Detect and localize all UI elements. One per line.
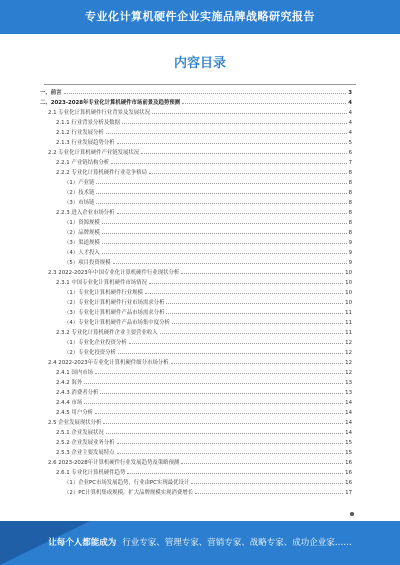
toc-entry[interactable]	[40, 216, 352, 226]
toc-entry-page: 9	[348, 240, 352, 246]
toc-entry-page: 9	[348, 250, 352, 256]
toc-title: 内容目录	[173, 56, 226, 71]
toc-entry-label: 2.2.2 专业化计算机硬件行业竞争格局	[56, 170, 147, 176]
toc-entry-label: 2.4.3 消费者分析	[56, 390, 99, 396]
toc-entry-label: 2.3 2022-2023年中国专业化计算机硬件行业现状分析	[48, 270, 180, 276]
toc-entry[interactable]	[40, 86, 352, 96]
toc-entry-page: 12	[345, 360, 352, 366]
toc-entry-page: 8	[348, 200, 352, 206]
toc-entry[interactable]	[40, 326, 352, 336]
toc-entry-page: 14	[345, 410, 352, 416]
toc-entry-label: （1）专业化企业投资分析	[64, 340, 127, 346]
toc-entry-label: 2.4.2 海外	[56, 380, 83, 386]
toc-leader-dots	[171, 363, 344, 364]
toc-leader-dots	[118, 353, 343, 354]
toc-entry-label: 2.4 2022-2023年专业化计算机硬件细分市场分析	[48, 360, 169, 366]
toc-leader-dots	[100, 393, 343, 394]
toc-leader-dots	[95, 373, 343, 374]
toc-entry-label: （2）技术链	[64, 190, 95, 196]
toc-leader-dots	[102, 253, 347, 254]
toc-entry[interactable]	[40, 246, 352, 256]
toc-leader-dots	[117, 213, 347, 214]
toc-leader-dots	[102, 233, 347, 234]
toc-leader-dots	[106, 433, 343, 434]
toc-leader-dots	[127, 473, 343, 474]
toc-entry[interactable]	[40, 186, 352, 196]
report-title: 专业化计算机硬件企业实施品牌战略研究报告	[85, 10, 315, 23]
toc-leader-dots	[195, 493, 343, 494]
toc-leader-dots	[102, 223, 347, 224]
toc-entry-label: 二、2023-2028年专业化计算机硬件市场前景及趋势预测	[40, 100, 181, 106]
toc-leader-dots	[84, 383, 343, 384]
toc-entry-page: 13	[345, 390, 352, 396]
toc-entry[interactable]	[40, 386, 352, 396]
toc-entry-label: 2.5.3 企业主要发展特点	[56, 450, 115, 456]
toc-leader-dots	[96, 193, 346, 194]
toc-entry[interactable]	[40, 466, 352, 476]
toc-leader-dots	[182, 103, 346, 104]
toc-entry-page: 17	[345, 490, 352, 496]
toc-entry-label: 2.4.5 用户分析	[56, 410, 93, 416]
toc-entry-label: 2.2.1 产业链结构分析	[56, 160, 110, 166]
toc-entry-page: 8	[348, 230, 352, 236]
toc-leader-dots	[129, 343, 343, 344]
toc-entry[interactable]	[40, 456, 352, 466]
toc-entry[interactable]	[40, 256, 352, 266]
toc-entry-label: （4）人才投入	[64, 250, 100, 256]
toc-entry[interactable]	[40, 266, 352, 276]
toc-entry-label: 2.1 专业化计算机硬件行业背景及发展状况	[48, 110, 150, 116]
footer-banner	[0, 521, 400, 565]
toc-entry-page: 10	[345, 280, 352, 286]
toc-entry-page: 4	[348, 130, 352, 136]
toc-entry[interactable]	[40, 416, 352, 426]
toc-leader-dots	[181, 273, 343, 274]
toc-entry[interactable]	[40, 396, 352, 406]
toc-leader-dots	[166, 313, 343, 314]
toc-entry[interactable]	[40, 286, 352, 296]
toc-leader-dots	[95, 413, 343, 414]
toc-entry-page: 8	[348, 190, 352, 196]
toc-entry-page: 14	[345, 430, 352, 436]
toc-leader-dots	[96, 183, 346, 184]
toc-entry-page: 16	[345, 480, 352, 486]
toc-entry-label: 2.2.3 进入企业市场分析	[56, 210, 115, 216]
toc-entry-page: 11	[345, 310, 352, 316]
toc-entry-page: 10	[345, 270, 352, 276]
toc-entry-label: 2.2 专业化计算机硬件产业链发展状况	[48, 150, 140, 156]
toc-entry-label: （2）专业化投资分析	[64, 350, 116, 356]
toc-entry[interactable]	[40, 126, 352, 136]
toc-entry-page: 13	[345, 380, 352, 386]
toc-entry-page: 4	[348, 100, 352, 106]
toc-entry-page: 14	[345, 420, 352, 426]
toc-entry[interactable]	[40, 106, 352, 116]
toc-leader-dots	[64, 93, 347, 94]
toc-entry[interactable]	[40, 486, 352, 496]
toc-entry-page: 14	[345, 400, 352, 406]
toc-entry-page: 12	[345, 350, 352, 356]
toc-entry[interactable]	[40, 276, 352, 286]
toc-entry-label: 2.1.1 行业背景分析及数据	[56, 120, 120, 126]
toc-leader-dots	[117, 443, 344, 444]
toc-leader-dots	[152, 113, 347, 114]
toc-entry-label: 2.1.2 行业发展分析	[56, 130, 104, 136]
toc-entry-label: 2.5 企业发展现状分析	[48, 420, 102, 426]
toc-entry-page: 10	[345, 300, 352, 306]
toc-entry-label: （2）PC计算机集成规模，扩大品牌规模实现消费增长	[64, 490, 194, 496]
toc-entry-page: 15	[345, 450, 352, 456]
toc-entry-label: （3）渠道规模	[64, 240, 100, 246]
toc-leader-dots	[149, 173, 347, 174]
table-of-contents	[40, 86, 352, 496]
toc-leader-dots	[102, 243, 347, 244]
toc-leader-dots	[122, 123, 347, 124]
toc-leader-dots	[96, 203, 346, 204]
toc-entry-label: （1）企业PC市场发展趋势，行业由PC实现最优设计	[64, 480, 190, 486]
toc-entry[interactable]	[40, 446, 352, 456]
toc-leader-dots	[166, 303, 343, 304]
toc-entry[interactable]	[40, 206, 352, 216]
toc-entry-label: 2.3.1 中国专业化计算机硬件市场情况	[56, 280, 147, 286]
toc-entry-page: 16	[345, 460, 352, 466]
toc-entry-page: 8	[348, 170, 352, 176]
toc-entry-page: 11	[345, 320, 352, 326]
toc-entry[interactable]	[40, 146, 352, 156]
toc-entry-label: 2.3.2 专业化计算机硬件企业主要营业收入	[56, 330, 158, 336]
toc-leader-dots	[149, 283, 343, 284]
toc-entry-label: （3）市场链	[64, 200, 95, 206]
toc-entry-page: 10	[345, 290, 352, 296]
toc-entry-label: （2）专业化计算机硬件行业市场需求分析	[64, 300, 165, 306]
toc-entry[interactable]	[40, 296, 352, 306]
toc-entry-page: 8	[348, 180, 352, 186]
toc-divider	[44, 84, 356, 85]
toc-entry-label: （5）项目投资规模	[64, 260, 111, 266]
toc-leader-dots	[84, 403, 343, 404]
toc-entry[interactable]	[40, 236, 352, 246]
toc-leader-dots	[117, 143, 347, 144]
toc-leader-dots	[181, 463, 343, 464]
toc-entry-label: 2.5.1 企业发展状况	[56, 430, 104, 436]
footer-slogan-lead: 让每个人都能成为	[48, 538, 117, 548]
toc-leader-dots	[103, 423, 343, 424]
toc-entry-page: 9	[348, 260, 352, 266]
toc-entry[interactable]	[40, 476, 352, 486]
toc-leader-dots	[172, 323, 343, 324]
toc-entry-label: 2.4.4 市场	[56, 400, 83, 406]
toc-leader-dots	[145, 293, 343, 294]
toc-entry-page: 6	[348, 150, 352, 156]
toc-entry[interactable]	[40, 116, 352, 126]
toc-entry-page: 5	[348, 140, 352, 146]
toc-entry-label: 2.1.3 行业发展趋势分析	[56, 140, 115, 146]
toc-entry[interactable]	[40, 356, 352, 366]
toc-entry-page: 4	[348, 120, 352, 126]
toc-entry[interactable]	[40, 176, 352, 186]
toc-entry[interactable]	[40, 366, 352, 376]
toc-entry-page: 15	[345, 440, 352, 446]
toc-entry-page: 8	[348, 220, 352, 226]
report-header	[0, 0, 400, 34]
toc-entry-label: （3）专业化计算机硬件产品市场需求分析	[64, 310, 165, 316]
toc-entry-label: （1）资源规模	[64, 220, 100, 226]
toc-entry[interactable]	[40, 376, 352, 386]
page-mark-icon	[350, 512, 354, 516]
toc-entry[interactable]	[40, 166, 352, 176]
toc-entry[interactable]	[40, 436, 352, 446]
toc-entry-page: 4	[348, 110, 352, 116]
toc-entry-page: 16	[345, 470, 352, 476]
toc-entry-label: 2.6 2023-2028年计算机硬件行业发展趋势及策略预测	[48, 460, 180, 466]
toc-entry[interactable]	[40, 306, 352, 316]
toc-entry[interactable]	[40, 226, 352, 236]
toc-entry-page: 7	[348, 160, 352, 166]
toc-entry-page: 3	[348, 90, 352, 96]
toc-entry-page: 11	[345, 330, 352, 336]
toc-leader-dots	[113, 263, 347, 264]
toc-entry-label: 2.6.1 专业化计算机硬件趋势	[56, 470, 126, 476]
toc-entry-label: 2.5.2 企业发展业务分析	[56, 440, 115, 446]
footer-slogan-rest: 行业专家、管理专家、营销专家、战略专家、成功企业家……	[122, 538, 352, 548]
toc-entry[interactable]	[40, 156, 352, 166]
toc-entry-page: 12	[345, 340, 352, 346]
toc-leader-dots	[141, 153, 346, 154]
toc-leader-dots	[117, 453, 344, 454]
toc-entry-label: （2）品牌规模	[64, 230, 100, 236]
toc-entry-label: 2.4.1 国内市场	[56, 370, 93, 376]
toc-entry-label: （1）产业链	[64, 180, 95, 186]
toc-entry[interactable]	[40, 136, 352, 146]
toc-entry[interactable]	[40, 316, 352, 326]
toc-entry[interactable]	[40, 196, 352, 206]
toc-entry-page: 8	[348, 210, 352, 216]
toc-leader-dots	[111, 163, 346, 164]
toc-entry[interactable]	[40, 336, 352, 346]
toc-entry[interactable]	[40, 346, 352, 356]
toc-entry-page: 12	[345, 370, 352, 376]
footer-slogan	[0, 521, 400, 565]
toc-entry[interactable]	[40, 406, 352, 416]
toc-entry[interactable]	[40, 426, 352, 436]
toc-entry[interactable]	[40, 96, 352, 106]
toc-leader-dots	[191, 483, 343, 484]
toc-leader-dots	[106, 133, 347, 134]
toc-entry-label: （1）专业化计算机硬件行业规模	[64, 290, 143, 296]
toc-entry-label: 一、前言	[40, 90, 62, 96]
toc-leader-dots	[160, 333, 343, 334]
toc-entry-label: （4）专业化计算机硬件产品市场集中度分析	[64, 320, 170, 326]
